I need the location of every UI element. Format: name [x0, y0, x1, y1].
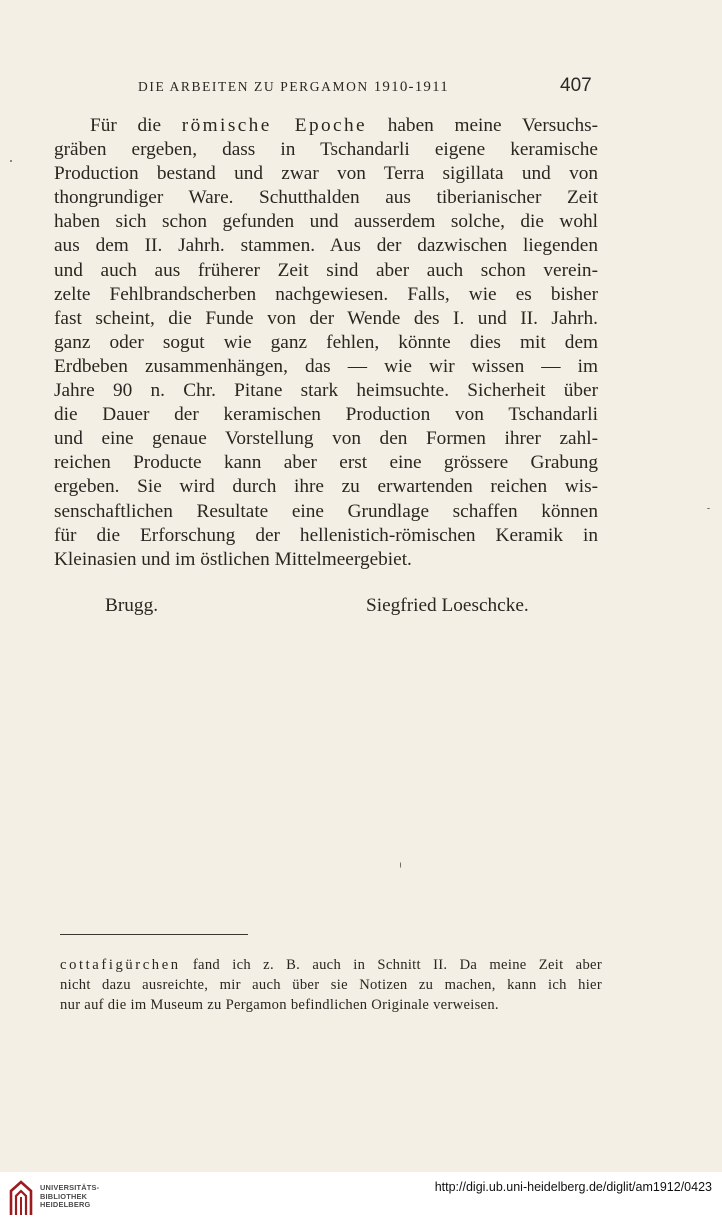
paper-speck [400, 862, 401, 868]
text-line: zelte Fehlbrandscherben nachgewiesen. Falls, wie es bisher [54, 283, 598, 305]
running-head-years: 1910-1911 [373, 79, 449, 95]
body-paragraph [54, 114, 598, 572]
text-line: reichen Producte kann aber erst eine grössere Grabung [54, 452, 598, 474]
text-line: ganz oder sogut wie ganz fehlen, könnte dies mit dem [54, 331, 598, 353]
text-line: Erdbeben zusammenhängen, das — wie wir wissen — im [54, 355, 598, 377]
page-header [0, 72, 722, 106]
text-line: gräben ergeben, dass in Tschandarli eigene keramische [54, 139, 598, 161]
text-line: und eine genaue Vorstellung von den Formen ihrer zahl- [54, 428, 598, 450]
footnote-line: nicht dazu ausreichte, mir auch über sie Notizen zu machen, kann ich hier [60, 977, 602, 993]
signature-place: Brugg. [105, 595, 159, 616]
text-line: die Dauer der keramischen Production von Tschandarli [54, 404, 598, 426]
signature [0, 593, 722, 621]
signature-author: Siegfried Loeschcke. [366, 595, 529, 616]
footnote [60, 955, 602, 1015]
text-line: für die Erforschung der hellenistich-römischen Keramik in [54, 524, 598, 546]
text-line: Production bestand und zwar von Terra sigillata und von [54, 163, 598, 185]
paper-speck [707, 508, 710, 509]
text-line: thongrundiger Ware. Schutthalden aus tiberianischer Zeit [54, 187, 598, 209]
source-url-link[interactable]: http://digi.ub.uni-heidelberg.de/diglit/am1912/0423 [434, 1180, 712, 1194]
text-line: Für die römische Epoche haben meine Versuchs- [90, 115, 599, 136]
running-head [138, 79, 449, 96]
text-line: senschaftlichen Resultate eine Grundlage schaffen können [54, 500, 598, 522]
text-line: haben sich schon gefunden und ausserdem solche, die wohl [54, 211, 598, 233]
text-line: aus dem II. Jahrh. stammen. Aus der dazwischen liegenden [54, 235, 598, 257]
text-line: fast scheint, die Funde von der Wende des I. und II. Jahrh. [54, 307, 598, 329]
footnote-line: nur auf die im Museum zu Pergamon befindlichen Originale verweisen. [60, 997, 499, 1013]
paper-speck [10, 160, 12, 162]
university-library-logo-icon[interactable] [8, 1179, 34, 1217]
page-number: 407 [560, 75, 592, 96]
footnote-divider [60, 934, 248, 935]
emphasis-text: römische Epoche [181, 115, 368, 136]
footnote-emphasis: cottafigürchen [60, 957, 181, 973]
running-head-title: DIE ARBEITEN ZU PERGAMON [138, 79, 369, 94]
text-line: Kleinasien und im östlichen Mittelmeergebiet. [54, 548, 412, 570]
text-line: und auch aus früherer Zeit sind aber auch schon verein- [54, 259, 598, 281]
text-line: Jahre 90 n. Chr. Pitane stark heimsuchte. Sicherheit über [54, 380, 598, 402]
footnote-line: cottafigürchen fand ich z. B. auch in Schnitt II. Da meine Zeit aber [60, 957, 602, 973]
library-name: UNIVERSITÄTS- BIBLIOTHEK HEIDELBERG [40, 1183, 100, 1210]
library-footer [0, 1172, 722, 1224]
text-line: ergeben. Sie wird durch ihre zu erwartenden reichen wis- [54, 476, 598, 498]
